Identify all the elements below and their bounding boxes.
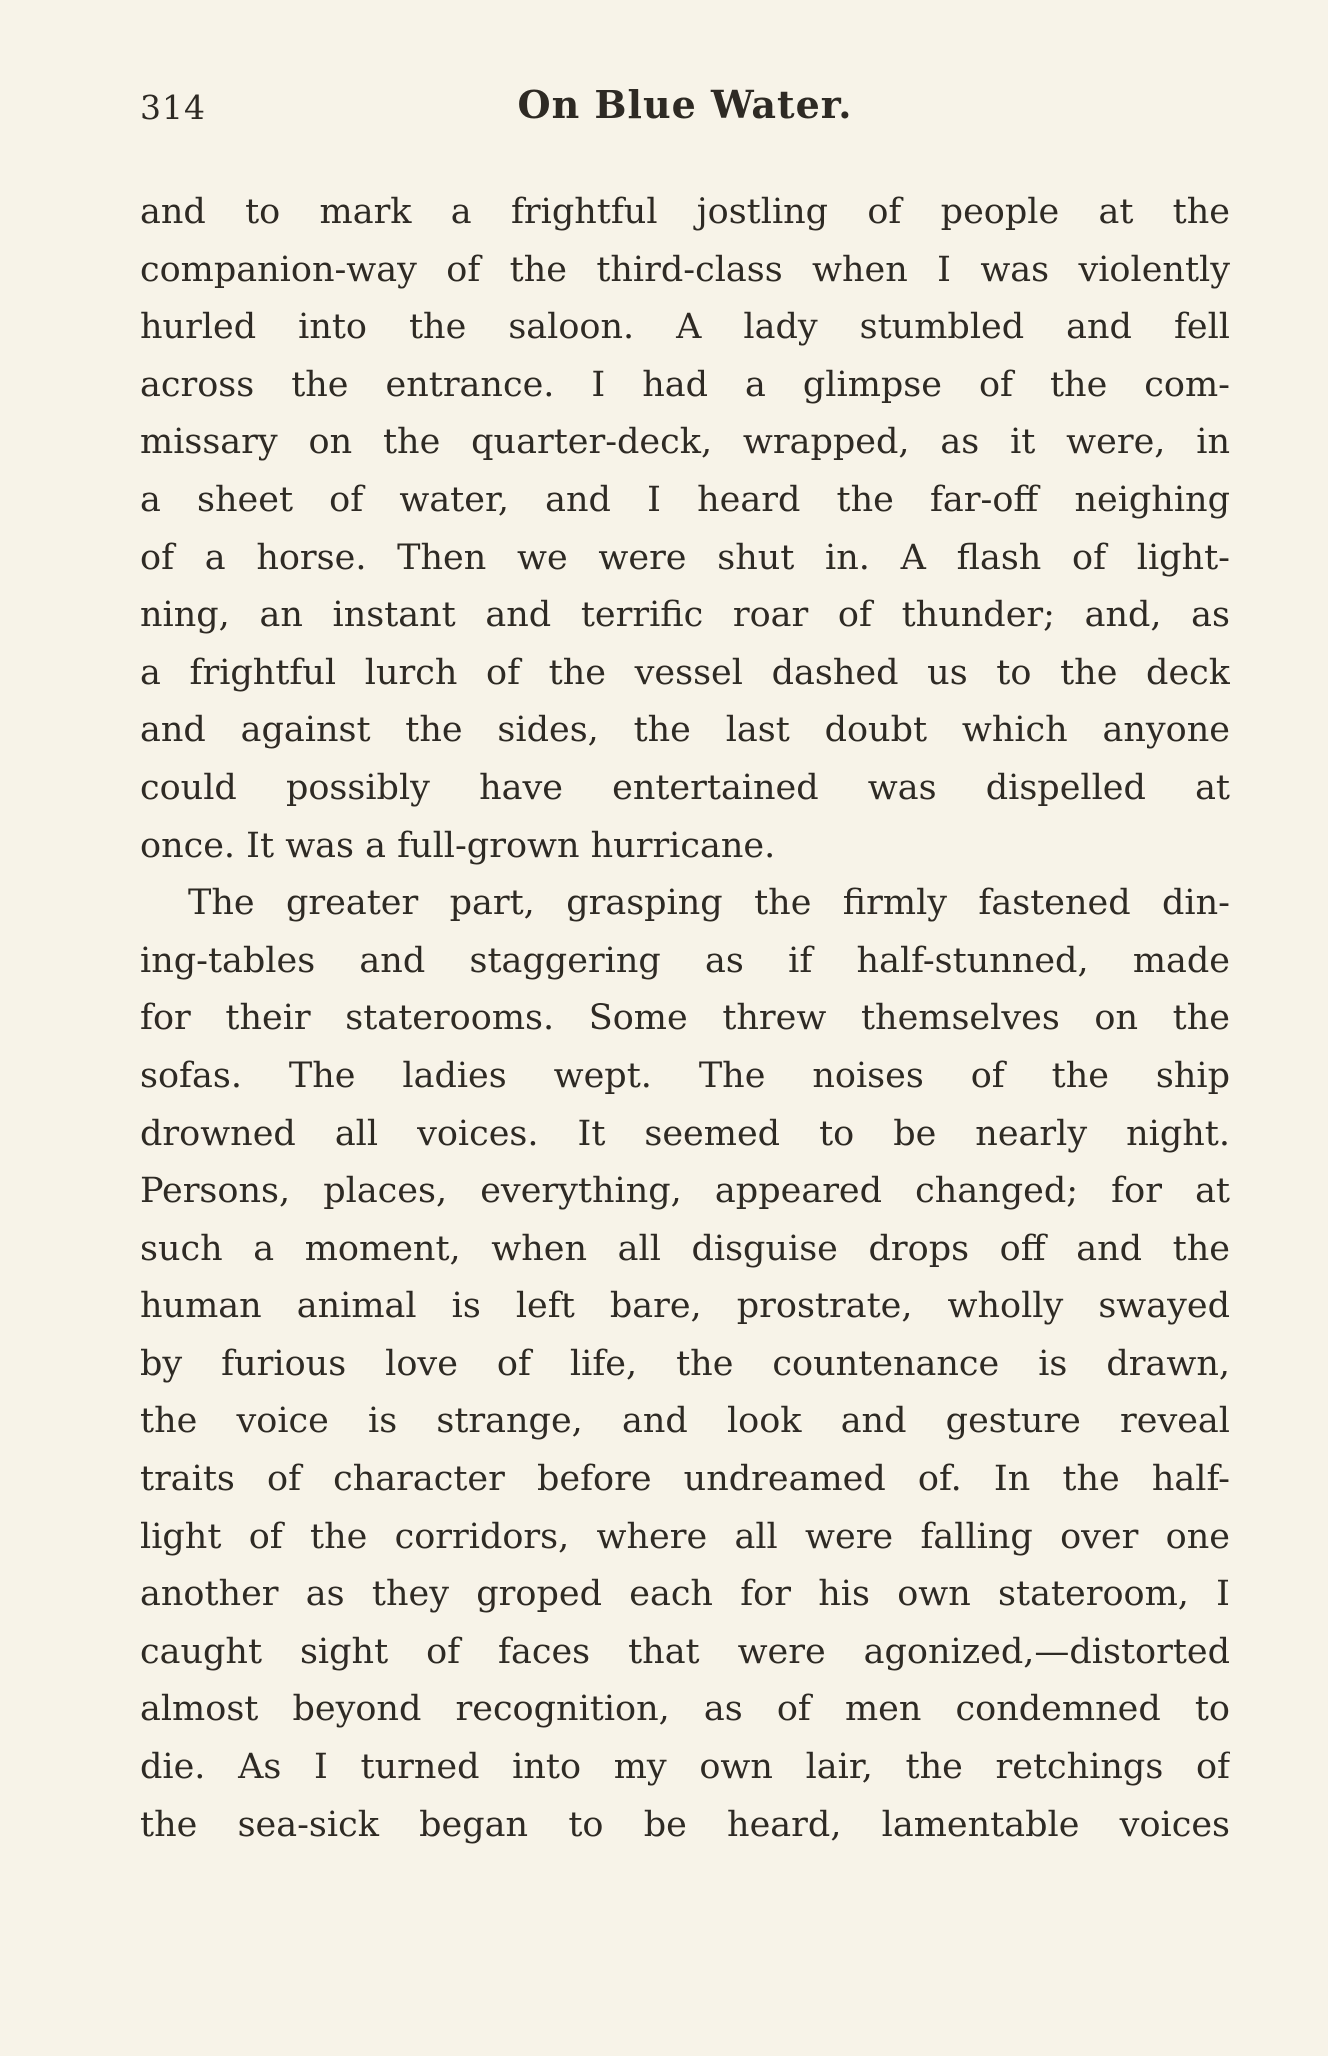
paragraph-1 (140, 184, 1230, 875)
text-line: companion-way of the third-class when I was violently (140, 249, 1230, 290)
text-line: could possibly have entertained was dispelled at (140, 767, 1230, 808)
body-text (140, 184, 1230, 1854)
page-header (140, 82, 1230, 148)
text-line: caught sight of faces that were agonized,—distorted (140, 1631, 1230, 1672)
text-line: and to mark a frightful jostling of people at the (140, 192, 1230, 232)
text-line: human animal is left bare, prostrate, wholly swayed (140, 1286, 1230, 1327)
text-line: sofas. The ladies wept. The noises of the ship (140, 1055, 1230, 1096)
page-number: 314 (140, 88, 206, 127)
text-line: traits of character before undreamed of. In the half- (140, 1459, 1230, 1500)
text-line: the voice is strange, and look and gesture reveal (140, 1401, 1230, 1442)
text-line: the sea-sick began to be heard, lamentable voices (140, 1804, 1230, 1845)
text-line: and against the sides, the last doubt which anyone (140, 710, 1230, 751)
text-line: Persons, places, everything, appeared changed; for at (140, 1171, 1230, 1212)
paragraph-2 (140, 875, 1230, 1854)
text-line: The greater part, grasping the firmly fastened din- (188, 883, 1230, 924)
text-line: die. As I turned into my own lair, the retchings of (140, 1747, 1230, 1788)
text-line: of a horse. Then we were shut in. A flash of light- (140, 537, 1230, 578)
text-line: for their staterooms. Some threw themselves on the (140, 998, 1230, 1039)
text-line: ing-tables and staggering as if half-stunned, made (140, 940, 1230, 981)
text-line: missary on the quarter-deck, wrapped, as it were, in (140, 422, 1230, 463)
text-line: hurled into the saloon. A lady stumbled and fell (140, 307, 1230, 348)
text-line: ning, an instant and terrific roar of thunder; and, as (140, 595, 1230, 636)
text-line: another as they groped each for his own stateroom, I (140, 1574, 1230, 1615)
text-line: light of the corridors, where all were falling over one (140, 1516, 1230, 1557)
text-line: drowned all voices. It seemed to be nearly night. (140, 1113, 1230, 1154)
text-line: by furious love of life, the countenance is drawn, (140, 1343, 1230, 1384)
text-line: once. It was a full-grown hurricane. (140, 825, 776, 866)
text-line: such a moment, when all disguise drops off and the (140, 1228, 1230, 1269)
text-line: across the entrance. I had a glimpse of the com- (140, 364, 1230, 405)
text-line: a frightful lurch of the vessel dashed us to the deck (140, 652, 1230, 693)
text-line: a sheet of water, and I heard the far-off neighing (140, 479, 1230, 520)
running-title: On Blue Water. (517, 82, 853, 127)
text-line: almost beyond recognition, as of men condemned to (140, 1689, 1230, 1730)
